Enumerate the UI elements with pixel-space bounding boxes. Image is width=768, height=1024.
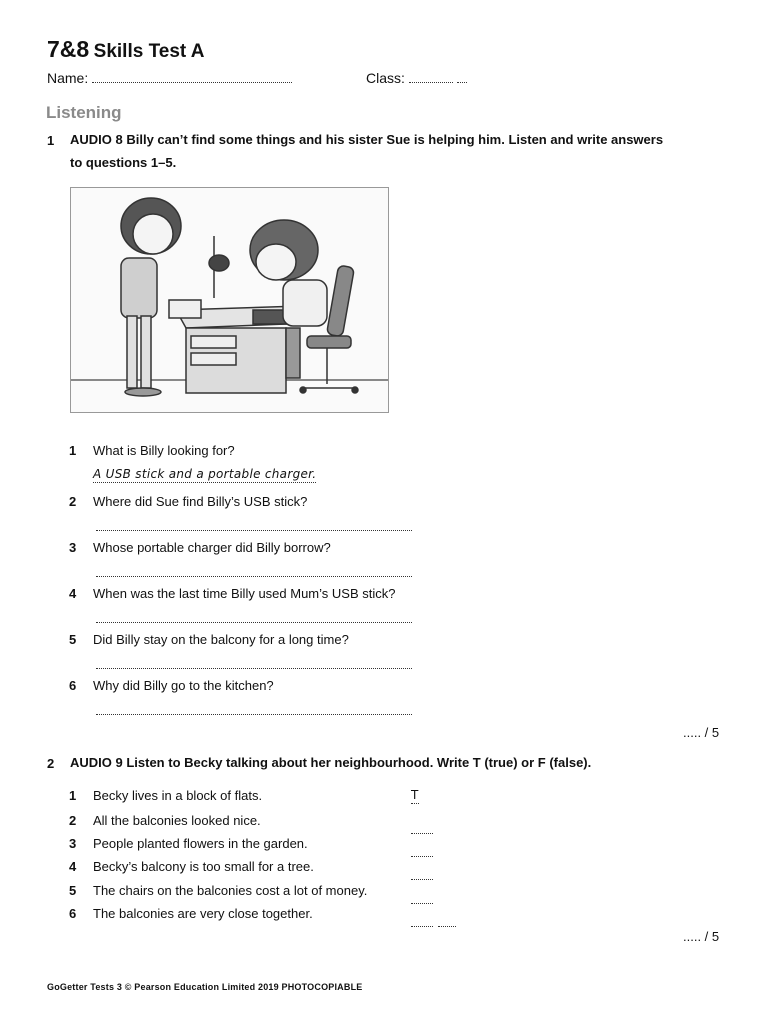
exercise-1-score: ..... / 5 [683, 725, 720, 740]
exercise-1-instruction [70, 128, 730, 174]
class-dotted-line-2 [457, 70, 467, 83]
question-6-text: Why did Billy go to the kitchen? [93, 678, 274, 693]
name-field[interactable] [47, 70, 292, 86]
tf-item-6-answer-blank[interactable] [411, 914, 433, 927]
question-3-text: Whose portable charger did Billy borrow? [93, 540, 331, 555]
tf-item-3-text: People planted flowers in the garden. [93, 836, 308, 851]
question-4-answer-line[interactable] [96, 621, 412, 623]
class-field[interactable] [366, 70, 467, 86]
question-5-answer-line[interactable] [96, 667, 412, 669]
tf-item-2-answer-blank[interactable] [411, 821, 433, 834]
sue-figure [121, 198, 181, 396]
question-1-text: What is Billy looking for? [93, 443, 235, 458]
question-3-answer-line[interactable] [96, 575, 412, 577]
tf-item-5-text: The chairs on the balconies cost a lot of money. [93, 883, 368, 898]
tf-item-6-number: 6 [69, 906, 77, 921]
question-6-number: 6 [69, 678, 77, 693]
tf-item-3-number: 3 [69, 836, 77, 851]
tf-item-4-text: Becky’s balcony is too small for a tree. [93, 859, 314, 874]
question-2-answer-line[interactable] [96, 529, 412, 531]
question-4-text: When was the last time Billy used Mum’s USB stick? [93, 586, 396, 601]
question-1-example-answer: A USB stick and a portable charger. [93, 467, 317, 481]
title-number: 7&8 [47, 36, 90, 62]
question-1-number: 1 [69, 443, 77, 458]
tf-item-1-example-answer: T [411, 788, 419, 802]
question-2-text: Where did Sue find Billy’s USB stick? [93, 494, 308, 509]
page-title [47, 36, 205, 63]
question-3-number: 3 [69, 540, 77, 555]
question-5-text: Did Billy stay on the balcony for a long time? [93, 632, 349, 647]
question-4-number: 4 [69, 586, 77, 601]
question-2-number: 2 [69, 494, 77, 509]
tf-item-3-answer-blank[interactable] [411, 844, 433, 857]
exercise-2-score: ..... / 5 [683, 929, 720, 944]
exercise-2-number: 2 [47, 756, 55, 771]
tf-item-5-number: 5 [69, 883, 77, 898]
tf-item-2-number: 2 [69, 813, 77, 828]
section-heading-listening: Listening [46, 103, 122, 122]
question-6-answer-line[interactable] [96, 713, 412, 715]
tf-item-6-text: The balconies are very close together. [93, 906, 313, 921]
name-label: Name: [47, 70, 89, 86]
tf-item-4-answer-blank[interactable] [411, 867, 433, 880]
exercise-1-instruction-line1: AUDIO 8 Billy can’t find some things and his sister Sue is helping him. Listen and write answers [70, 132, 664, 147]
footer-copyright: GoGetter Tests 3 © Pearson Education Limited 2019 PHOTOCOPIABLE [47, 982, 363, 992]
exercise-2-instruction: AUDIO 9 Listen to Becky talking about her neighbourhood. Write T (true) or F (false). [70, 755, 592, 770]
illustration-svg [71, 188, 388, 412]
class-label: Class: [366, 70, 405, 86]
tf-item-5-answer-blank[interactable] [411, 891, 433, 904]
exercise-1-instruction-line2: to questions 1–5. [70, 155, 177, 170]
exercise-1-number: 1 [47, 133, 55, 148]
tf-item-1-text: Becky lives in a block of flats. [93, 788, 263, 803]
desk-lamp [209, 236, 229, 298]
tf-item-6-answer-blank-extra [438, 914, 456, 927]
class-dotted-line [409, 70, 453, 83]
tf-item-4-number: 4 [69, 859, 77, 874]
name-dotted-line [92, 70, 292, 83]
question-5-number: 5 [69, 632, 77, 647]
title-text: Skills Test A [93, 41, 205, 62]
tf-item-2-text: All the balconies looked nice. [93, 813, 261, 828]
illustration-billy-and-sue [70, 187, 389, 413]
tf-item-1-number: 1 [69, 788, 77, 803]
